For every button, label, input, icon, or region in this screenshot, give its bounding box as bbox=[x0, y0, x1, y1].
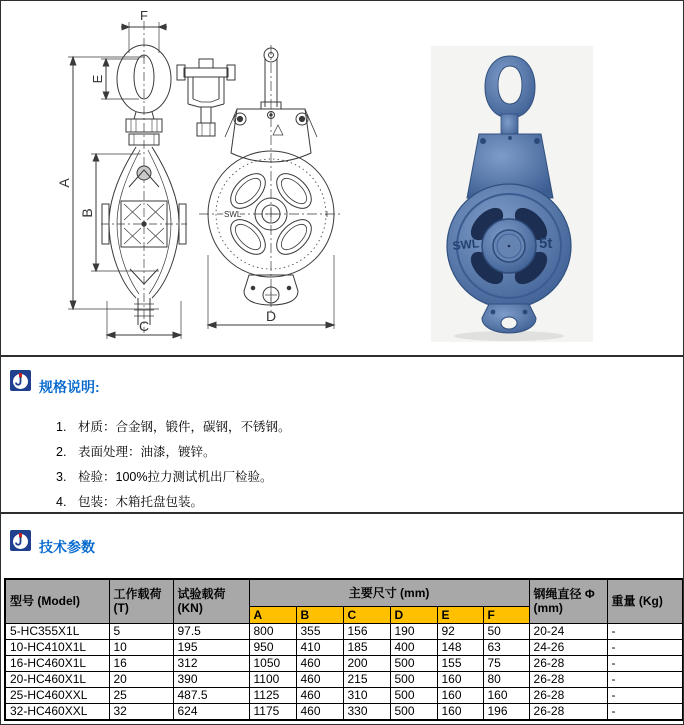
table-cell: 500 bbox=[390, 671, 437, 687]
spec-item-number: 2. bbox=[56, 445, 67, 459]
col-header-dim-e: E bbox=[437, 606, 483, 623]
table-cell: 500 bbox=[390, 655, 437, 671]
table-cell: 63 bbox=[483, 639, 529, 655]
table-cell: - bbox=[607, 687, 683, 703]
table-cell: 1175 bbox=[249, 703, 296, 720]
table-row bbox=[5, 623, 683, 639]
table-cell: 32-HC460XXL bbox=[5, 703, 109, 720]
table-cell: 460 bbox=[296, 703, 343, 720]
table-cell: 190 bbox=[390, 623, 437, 639]
table-row bbox=[5, 687, 683, 703]
table-cell: 25 bbox=[109, 687, 173, 703]
table-cell: 185 bbox=[343, 639, 390, 655]
table-cell: 75 bbox=[483, 655, 529, 671]
drawings-and-photo-section bbox=[1, 1, 683, 357]
table-cell: 800 bbox=[249, 623, 296, 639]
table-cell: 355 bbox=[296, 623, 343, 639]
table-cell: 460 bbox=[296, 655, 343, 671]
table-cell: 160 bbox=[437, 687, 483, 703]
table-row bbox=[5, 639, 683, 655]
col-header-main-dims: 主要尺寸 (mm) bbox=[249, 579, 529, 606]
col-header-dim-f: F bbox=[483, 606, 529, 623]
table-cell: 500 bbox=[390, 703, 437, 720]
table-cell: 200 bbox=[343, 655, 390, 671]
table-cell: 20-24 bbox=[529, 623, 607, 639]
table-cell: 5 bbox=[109, 623, 173, 639]
technical-params-section bbox=[1, 514, 683, 724]
table-cell: 460 bbox=[296, 687, 343, 703]
table-cell: - bbox=[607, 655, 683, 671]
table-cell: 390 bbox=[173, 671, 249, 687]
dim-label-f: F bbox=[140, 8, 148, 23]
table-cell: 97.5 bbox=[173, 623, 249, 639]
spec-item bbox=[56, 415, 291, 440]
col-header-working-load: 工作载荷 (T) bbox=[109, 579, 173, 623]
table-cell: 160 bbox=[437, 671, 483, 687]
col-header-model: 型号 (Model) bbox=[5, 579, 109, 623]
photo-swl-marking: SWL bbox=[451, 236, 480, 253]
product-photo bbox=[431, 46, 593, 342]
table-row bbox=[5, 655, 683, 671]
spec-item-number: 3. bbox=[56, 470, 67, 484]
dim-label-e: E bbox=[90, 74, 105, 84]
table-cell: - bbox=[607, 639, 683, 655]
table-cell: 10 bbox=[109, 639, 173, 655]
col-header-dim-a: A bbox=[249, 606, 296, 623]
hook-logo-icon bbox=[10, 370, 31, 391]
table-cell: 156 bbox=[343, 623, 390, 639]
spec-item-text: 包装：木箱托盘包装。 bbox=[78, 495, 204, 509]
technical-drawing bbox=[41, 7, 351, 351]
table-cell: 16-HC460X1L bbox=[5, 655, 109, 671]
table-cell: 16 bbox=[109, 655, 173, 671]
table-cell: 148 bbox=[437, 639, 483, 655]
table-cell: 80 bbox=[483, 671, 529, 687]
table-cell: - bbox=[607, 703, 683, 720]
table-cell: 1100 bbox=[249, 671, 296, 687]
params-section-title: 技术参数 bbox=[39, 539, 95, 555]
table-body bbox=[5, 623, 683, 720]
table-cell: - bbox=[607, 671, 683, 687]
spec-item bbox=[56, 440, 291, 465]
table-cell: 195 bbox=[173, 639, 249, 655]
table-cell: 1050 bbox=[249, 655, 296, 671]
table-header bbox=[5, 579, 683, 623]
dim-label-b: B bbox=[79, 208, 95, 218]
dim-label-d: D bbox=[265, 308, 277, 324]
table-cell: 487.5 bbox=[173, 687, 249, 703]
spec-item-text: 检验：100%拉力测试机出厂检验。 bbox=[78, 470, 273, 484]
table-cell: 410 bbox=[296, 639, 343, 655]
spec-item-text: 表面处理：油漆，镀锌。 bbox=[78, 445, 216, 459]
table-cell: 624 bbox=[173, 703, 249, 720]
table-cell: 20 bbox=[109, 671, 173, 687]
table-cell: 950 bbox=[249, 639, 296, 655]
table-cell: 92 bbox=[437, 623, 483, 639]
table-cell: 24-26 bbox=[529, 639, 607, 655]
table-cell: 312 bbox=[173, 655, 249, 671]
hook-logo-icon bbox=[10, 530, 31, 551]
spec-item-number: 4. bbox=[56, 495, 67, 509]
col-header-rope-dia: 钢绳直径 Φ (mm) bbox=[529, 579, 607, 623]
table-cell: 215 bbox=[343, 671, 390, 687]
table-cell: 1125 bbox=[249, 687, 296, 703]
spec-item bbox=[56, 465, 291, 490]
table-cell: 26-28 bbox=[529, 671, 607, 687]
table-cell: 160 bbox=[437, 703, 483, 720]
table-cell: 155 bbox=[437, 655, 483, 671]
dim-label-a: A bbox=[56, 178, 72, 188]
table-cell: 5-HC355X1L bbox=[5, 623, 109, 639]
params-table bbox=[4, 578, 684, 721]
table-cell: 50 bbox=[483, 623, 529, 639]
table-cell: 20-HC460X1L bbox=[5, 671, 109, 687]
table-cell: 330 bbox=[343, 703, 390, 720]
table-cell: 25-HC460XXL bbox=[5, 687, 109, 703]
col-header-dim-d: D bbox=[390, 606, 437, 623]
spec-section-title: 规格说明: bbox=[39, 379, 100, 395]
photo-capacity-marking: 5t bbox=[539, 235, 553, 252]
table-cell: 26-28 bbox=[529, 655, 607, 671]
spec-item-number: 1. bbox=[56, 420, 67, 434]
spec-notes-section bbox=[1, 357, 683, 514]
col-header-proof-load: 试验载荷 (KN) bbox=[173, 579, 249, 623]
dim-label-c: C bbox=[138, 318, 150, 334]
col-header-dim-b: B bbox=[296, 606, 343, 623]
table-cell: 26-28 bbox=[529, 687, 607, 703]
col-header-dim-c: C bbox=[343, 606, 390, 623]
spec-item-text: 材质：合金钢，锻件，碳钢，不锈钢。 bbox=[78, 420, 291, 434]
table-cell: 460 bbox=[296, 671, 343, 687]
spec-list bbox=[56, 415, 291, 515]
table-cell: - bbox=[607, 623, 683, 639]
table-cell: 32 bbox=[109, 703, 173, 720]
table-row bbox=[5, 671, 683, 687]
drawing-swl-label: SWL bbox=[224, 210, 242, 219]
table-cell: 196 bbox=[483, 703, 529, 720]
table-cell: 310 bbox=[343, 687, 390, 703]
col-header-weight: 重量 (Kg) bbox=[607, 579, 683, 623]
table-cell: 10-HC410X1L bbox=[5, 639, 109, 655]
table-cell: 26-28 bbox=[529, 703, 607, 720]
spec-item bbox=[56, 490, 291, 515]
table-cell: 500 bbox=[390, 687, 437, 703]
table-row bbox=[5, 703, 683, 720]
table-cell: 160 bbox=[483, 687, 529, 703]
table-cell: 400 bbox=[390, 639, 437, 655]
